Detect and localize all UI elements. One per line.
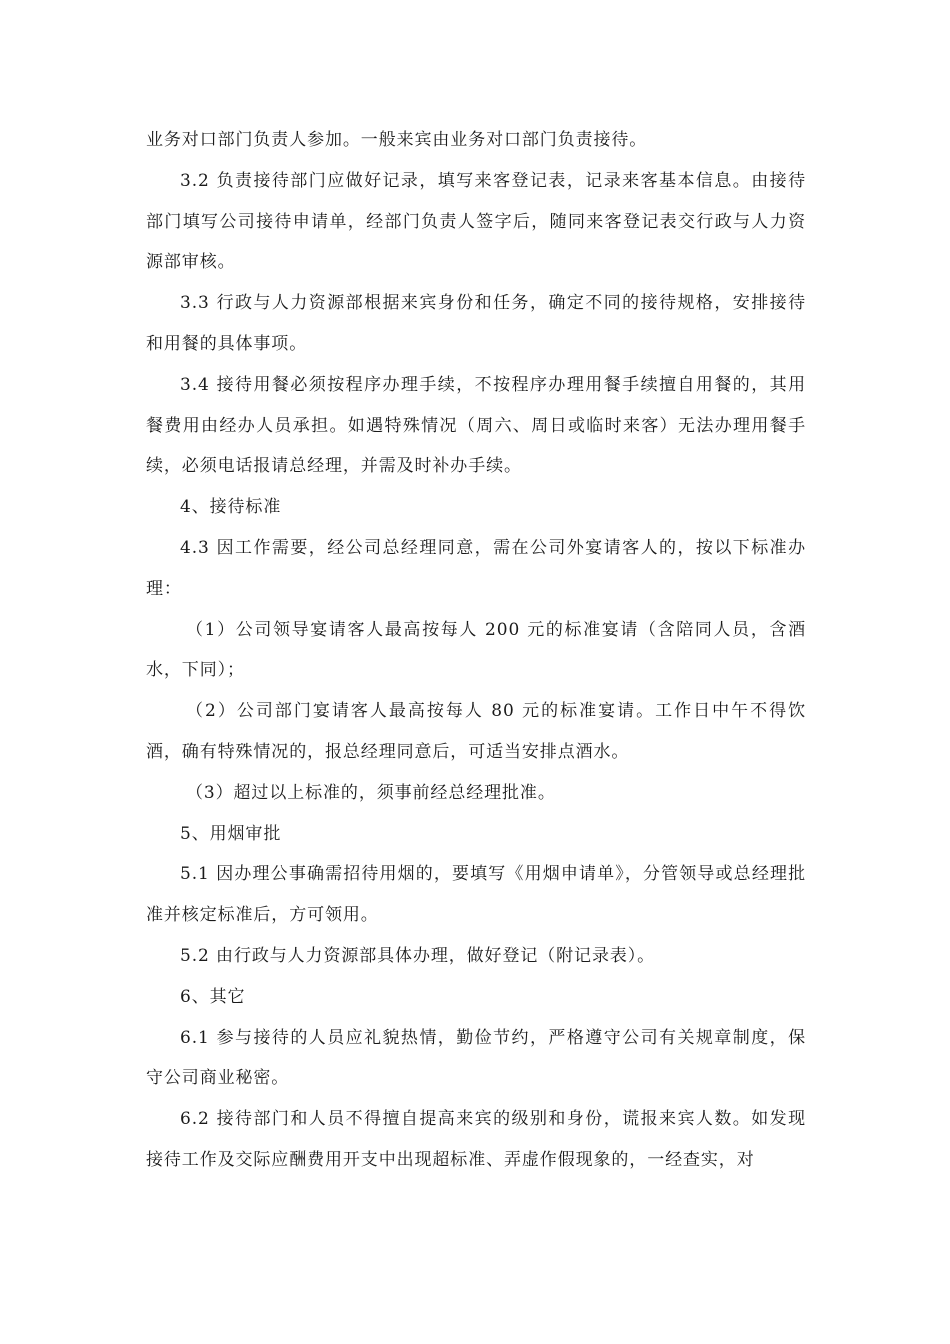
paragraph-3-4: 3.4 接待用餐必须按程序办理手续，不按程序办理用餐手续擅自用餐的，其用餐费用由经办人员承担。如遇特殊情况（周六、周日或临时来客）无法办理用餐手续，必须电话报请总经理，并需及时补办手续。 <box>146 374 806 477</box>
paragraph-3-2: 3.2 负责接待部门应做好记录，填写来客登记表，记录来客基本信息。由接待部门填写公司接待申请单，经部门负责人签字后，随同来客登记表交行政与人力资源部审核。 <box>146 170 806 273</box>
paragraph-5-1: 5.1 因办理公事确需招待用烟的，要填写《用烟申请单》，分管领导或总经理批准并核定标准后，方可领用。 <box>146 864 806 926</box>
paragraph-5-2: 5.2 由行政与人力资源部具体办理，做好登记（附记录表）。 <box>180 945 656 966</box>
list-item-3: （3）超过以上标准的，须事前经总经理批准。 <box>186 782 556 803</box>
document-body <box>146 120 806 1181</box>
list-item-1: （1）公司领导宴请客人最高按每人 200 元的标准宴请（含陪同人员，含酒水，下同）； <box>146 619 806 681</box>
paragraph-4-3: 4.3 因工作需要，经公司总经理同意，需在公司外宴请客人的，按以下标准办理： <box>146 537 806 599</box>
paragraph-3-3: 3.3 行政与人力资源部根据来宾身份和任务，确定不同的接待规格，安排接待和用餐的具体事项。 <box>146 293 806 354</box>
section-heading-5: 5、用烟审批 <box>180 823 282 844</box>
paragraph-6-2: 6.2 接待部门和人员不得擅自提高来宾的级别和身份，谎报来宾人数。如发现接待工作及交际应酬费用开支中出现超标准、弄虚作假现象的，一经查实，对 <box>146 1109 806 1170</box>
section-heading-6: 6、其它 <box>180 986 246 1007</box>
list-item-2: （2）公司部门宴请客人最高按每人 80 元的标准宴请。工作日中午不得饮酒，确有特殊情况的，报总经理同意后，可适当安排点酒水。 <box>146 701 806 762</box>
paragraph-6-1: 6.1 参与接待的人员应礼貌热情，勤俭节约，严格遵守公司有关规章制度，保守公司商业秘密。 <box>146 1027 806 1089</box>
paragraph: 业务对口部门负责人参加。一般来宾由业务对口部门负责接待。 <box>146 130 648 150</box>
section-heading-4: 4、接待标准 <box>180 497 282 518</box>
